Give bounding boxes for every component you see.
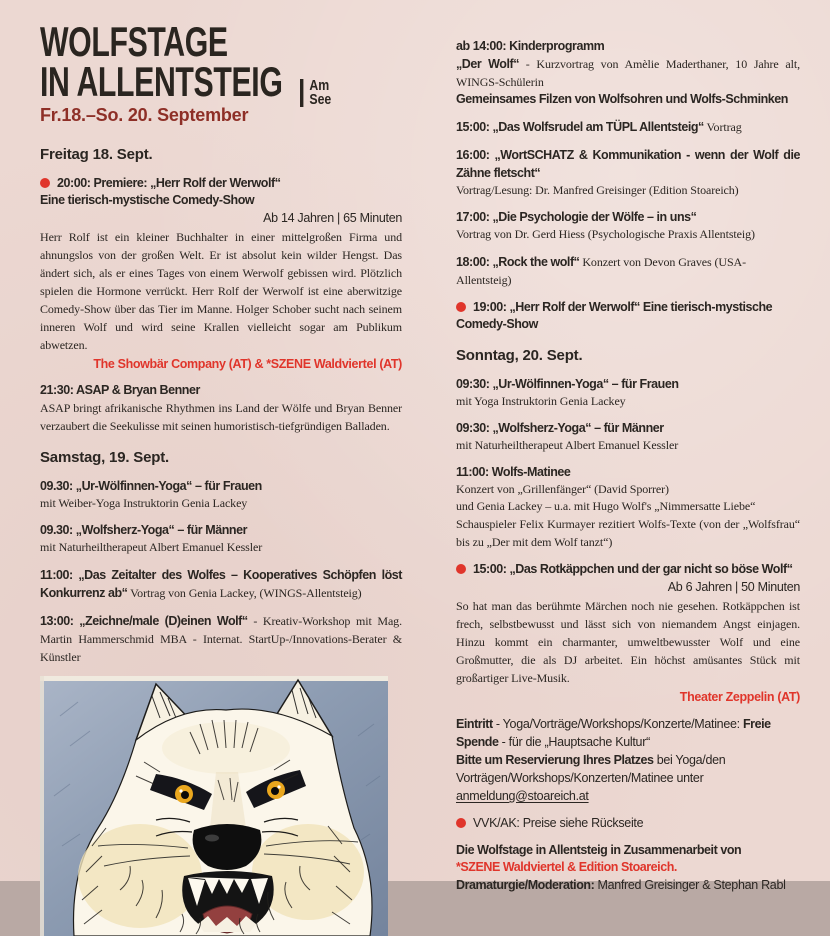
event-kreativ-workshop bbox=[40, 612, 402, 666]
event-premiere-werwolf bbox=[40, 175, 402, 372]
red-dot-icon bbox=[40, 178, 50, 188]
event-title: 15:00: „Das Rotkäppchen und der gar nicht so böse Wolf“ bbox=[473, 562, 793, 576]
talk-detail: - Kurzvortrag von Amèlie Maderthaner, 10 Jahre alt, WINGS-Schülerin bbox=[456, 57, 800, 89]
event-detail: Vortrag von Dr. Gerd Hiess (Psychologische Praxis Allentsteig) bbox=[456, 227, 755, 241]
event-kinderprogramm bbox=[456, 38, 800, 108]
reservation-detail: bei Yoga/den Vorträgen/Workshops/Konzerten/Matinee unter bbox=[456, 753, 726, 785]
event-title: 21:30: ASAP & Bryan Benner bbox=[40, 383, 200, 397]
event-detail: - Kreativ-Workshop mit Mag. Martin Hammerschmid MBA - Internat. StartUp-/Innovations-Berater & Künstler bbox=[40, 614, 402, 664]
event-credit: The Showbär Company (AT) & *SZENE Waldviertel (AT) bbox=[93, 357, 402, 371]
vvk-note bbox=[456, 815, 800, 832]
day-heading-saturday: Samstag, 19. Sept. bbox=[40, 449, 169, 466]
event-yoga-women-sat bbox=[40, 478, 402, 512]
credits-label: Dramaturgie/Moderation: bbox=[456, 878, 595, 892]
eintritt-rest: - für die „Hauptsache Kultur“ bbox=[498, 735, 650, 749]
wolf-drawing bbox=[40, 676, 388, 936]
event-title: 16:00: „WortSCHATZ & Kommunikation - wenn der Wolf die Zähne fletscht“ bbox=[456, 148, 800, 180]
event-title: 09.30: „Ur-Wölfinnen-Yoga“ – für Frauen bbox=[40, 479, 262, 493]
event-credit: Theater Zeppelin (AT) bbox=[679, 690, 800, 704]
reservation-label: Bitte um Reservierung Ihres Platzes bbox=[456, 753, 654, 767]
left-column bbox=[40, 146, 402, 936]
event-title: 09:30: „Wolfsherz-Yoga“ – für Männer bbox=[456, 421, 664, 435]
event-title: 13:00: „Zeichne/male (D)einen Wolf“ bbox=[40, 614, 248, 628]
event-description: So hat man das berühmte Märchen noch nie gesehen. Rotkäppchen ist frech, selbstbewusst und lässt sich von niemandem Angst einjagen. Hinzu kommt ein charmanter, umweltbewusster Wolf und eine Großmutter, die als DJ arbeitet. Ein höchst amüsantes Stück mit großartiger Live-Musik. bbox=[456, 599, 800, 685]
location-line-am: Am bbox=[309, 78, 330, 94]
location-line-see: See bbox=[309, 92, 332, 108]
event-title: 11:00: „Das Zeitalter des Wolfes – Kooperatives Schöpfen löst Konkurrenz ab“ bbox=[40, 568, 402, 600]
event-title: 09:30: „Ur-Wölfinnen-Yoga“ – für Frauen bbox=[456, 377, 679, 391]
event-yoga-men-sat bbox=[40, 522, 402, 556]
red-dot-icon bbox=[456, 564, 466, 574]
event-description: ASAP bringt afrikanische Rhythmen ins Land der Wölfe und Bryan Benner verzaubert die Seekulisse mit seinen humoristisch-tiefgründigen Balladen. bbox=[40, 401, 402, 433]
event-title: 15:00: „Das Wolfsrudel am TÜPL Allentsteig“ bbox=[456, 120, 704, 134]
event-title: 09.30: „Wolfsherz-Yoga“ – für Männer bbox=[40, 523, 247, 537]
age-duration: Ab 6 Jahren | 50 Minuten bbox=[667, 580, 800, 594]
coop-line: Die Wolfstage in Allentsteig in Zusammenarbeit von bbox=[456, 843, 742, 857]
reservation-email-link[interactable]: anmeldung@stoareich.at bbox=[456, 789, 589, 803]
flyer-header bbox=[40, 18, 460, 125]
free-donation-label: Freie Spende bbox=[456, 717, 771, 749]
event-detail: mit Naturheiltherapeut Albert Emanuel Kessler bbox=[40, 540, 263, 554]
event-yoga-men-sun bbox=[456, 420, 800, 454]
right-column bbox=[456, 38, 800, 904]
title-text-wolfstage: WOLFSTAGE bbox=[40, 18, 228, 65]
matinee-line-1: Konzert von „Grillenfänger“ (David Sporrer) bbox=[456, 482, 669, 496]
event-detail: Vortrag bbox=[703, 120, 742, 134]
vvk-text: VVK/AK: Preise siehe Rückseite bbox=[473, 816, 644, 830]
wolf-illustration bbox=[40, 676, 388, 936]
admission-info bbox=[456, 715, 800, 805]
matinee-line-3: Schauspieler Felix Kurmayer rezitiert Wolfs-Texte (von der „Wolfsfrau“ bis zu „Der mit dem Wolf tanzt“) bbox=[456, 517, 800, 549]
event-detail: mit Weiber-Yoga Instruktorin Genia Lackey bbox=[40, 496, 248, 510]
event-title: 11:00: Wolfs-Matinee bbox=[456, 465, 571, 479]
age-duration: Ab 14 Jahren | 65 Minuten bbox=[263, 211, 402, 225]
event-title: 20:00: Premiere: „Herr Rolf der Werwolf“ bbox=[57, 176, 281, 190]
cooperation-credits bbox=[456, 842, 800, 894]
event-detail: Vortrag/Lesung: Dr. Manfred Greisinger (Edition Stoareich) bbox=[456, 183, 739, 197]
event-psychologie bbox=[456, 209, 800, 243]
event-yoga-women-sun bbox=[456, 376, 800, 410]
location-tag bbox=[300, 79, 331, 107]
event-asap-benner bbox=[40, 382, 402, 435]
title-text-allentsteig: IN ALLENTSTEIG bbox=[40, 58, 283, 105]
event-wolfs-matinee bbox=[456, 464, 800, 551]
coop-partners: *SZENE Waldviertel & Edition Stoareich. bbox=[456, 860, 677, 874]
event-description: Herr Rolf ist ein kleiner Buchhalter in einer mittelgroßen Firma und ahnungslos von der großen Welt. Er ist absolut kein wilder Hengst. Das ändert sich, als er eines Tages von einem Werwolf gebissen wird. Plötzlich spielen die Hormone verrückt. Herr Rolf der Werwolf ist eine aberwitzige Comedy-Show über das Tier im Manne. Holger Schober sucht nach seinem inneren Wolf und wird seine Krallen vielleicht sogar am Publikum abwetzen. bbox=[40, 230, 402, 352]
event-title: ab 14:00: Kinderprogramm bbox=[456, 39, 605, 53]
event-title: 19:00: „Herr Rolf der Werwolf“ Eine tierisch-mystische Comedy-Show bbox=[456, 300, 773, 331]
event-wortschatz bbox=[456, 146, 800, 199]
event-title: 17:00: „Die Psychologie der Wölfe – in uns“ bbox=[456, 210, 697, 224]
activity-line: Gemeinsames Filzen von Wolfsohren und Wolfs-Schminken bbox=[456, 92, 788, 106]
title-line-2 bbox=[40, 58, 460, 105]
event-title: 18:00: „Rock the wolf“ bbox=[456, 255, 580, 269]
event-detail: mit Yoga Instruktorin Genia Lackey bbox=[456, 394, 626, 408]
credits-names: Manfred Greisinger & Stephan Rabl bbox=[594, 878, 786, 892]
event-detail: mit Naturheiltherapeut Albert Emanuel Kessler bbox=[456, 438, 679, 452]
event-wolfsrudel bbox=[456, 118, 800, 136]
eintritt-label: Eintritt bbox=[456, 717, 493, 731]
red-dot-icon bbox=[456, 818, 466, 828]
event-zeitalter-vortrag bbox=[40, 566, 402, 602]
event-rock-the-wolf bbox=[456, 253, 800, 289]
eintritt-detail: - Yoga/Vorträge/Workshops/Konzerte/Matinee: bbox=[492, 717, 743, 731]
day-heading-friday: Freitag 18. Sept. bbox=[40, 146, 153, 163]
date-range: Fr.18.–So. 20. September bbox=[40, 105, 249, 125]
event-subtitle: Eine tierisch-mystische Comedy-Show bbox=[40, 193, 255, 207]
event-werwolf-show-sat bbox=[456, 299, 800, 333]
talk-title: „Der Wolf“ bbox=[456, 57, 520, 71]
event-rotkaeppchen bbox=[456, 561, 800, 705]
event-detail: Konzert von Devon Graves (USA-Allentsteig) bbox=[456, 255, 746, 287]
title-line-1 bbox=[40, 18, 460, 65]
red-dot-icon bbox=[456, 302, 466, 312]
day-heading-sunday: Sonntag, 20. Sept. bbox=[456, 347, 583, 364]
event-detail: Vortrag von Genia Lackey, (WINGS-Allentsteig) bbox=[127, 586, 362, 600]
matinee-line-2: und Genia Lackey – u.a. mit Hugo Wolf's „Nimmersatte Liebe“ bbox=[456, 499, 756, 513]
